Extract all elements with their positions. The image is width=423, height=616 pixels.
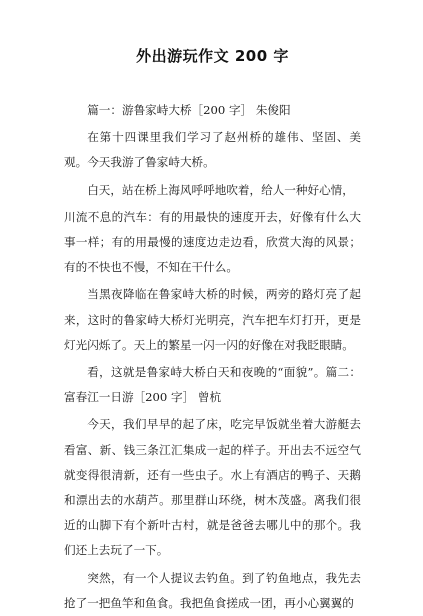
- document-title: 外出游玩作文 200 字: [136, 47, 289, 65]
- paragraph: 白天，站在桥上海风呼呼地吹着，给人一种好心情，: [87, 182, 354, 197]
- paragraph: 突然，有一个人提议去钓鱼。到了钓鱼地点，我先去抢了一把鱼竿和鱼食。我把鱼食搓成一团，再小心翼翼的: [64, 570, 361, 610]
- paragraph: 今天，我们早早的起了床，吃完早饭就坐着大游艇去看富、新、钱三条江汇集成一起的样子。开出去不远空气就变得很清新，还有一些虫子。水上有酒店的鸭子、天鹅和漂出去的水葫芦。那里群山环绕，树木茂盛。离我们很近的山脚下有个新叶古村，就是爸爸去哪儿中的那个。我们还上去玩了一下。: [64, 417, 361, 558]
- paragraph: 川流不息的汽车：有的用最快的速度开去，好像有什么大事一样；有的用最慢的速度边走边看，欣赏大海的风景；有的不快也不慢，不知在干什么。: [64, 209, 361, 275]
- paragraph-with-essay-two-heading: 看，这就是鲁家峙大桥白天和夜晚的“面貌”。篇二：富春江一日游［200 字］ 曾杭: [64, 365, 361, 405]
- paragraph: 在第十四课里我们学习了赵州桥的雄伟、坚固、美观。今天我游了鲁家峙大桥。: [64, 130, 361, 170]
- paragraph-essay-one-heading: 篇一：游鲁家峙大桥［200 字］ 朱俊阳: [87, 103, 291, 117]
- document-body: [64, 98, 361, 616]
- paragraph: 当黑夜降临在鲁家峙大桥的时候，两旁的路灯亮了起来，这时的鲁家峙大桥灯光明亮，汽车把车灯打开，更是灯光闪烁了。天上的繁星一闪一闪的好像在对我眨眼睛。: [64, 287, 361, 352]
